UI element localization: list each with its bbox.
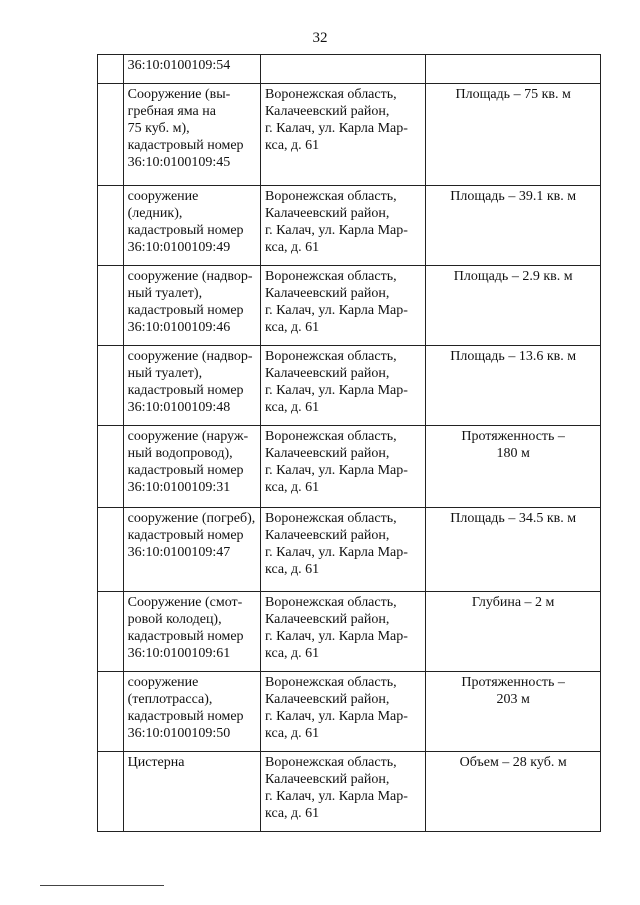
- value-cell: Протяженность – 180 м: [426, 426, 601, 508]
- value-cell: Протяженность – 203 м: [426, 672, 601, 752]
- table-row: [98, 55, 601, 84]
- object-name-cell: Цистерна: [123, 752, 260, 832]
- object-name-cell: 36:10:0100109:54: [123, 55, 260, 84]
- address-cell: Воронежская область, Калачеевский район, г. Калач, ул. Карла Мар- кса, д. 61: [261, 84, 426, 186]
- value-cell: Площадь – 34.5 кв. м: [426, 508, 601, 592]
- index-cell: [98, 55, 124, 84]
- address-cell: Воронежская область, Калачеевский район, г. Калач, ул. Карла Мар- кса, д. 61: [261, 508, 426, 592]
- object-name-cell: Сооружение (смот- ровой колодец), кадастровый номер 36:10:0100109:61: [123, 592, 260, 672]
- address-cell: Воронежская область, Калачеевский район, г. Калач, ул. Карла Мар- кса, д. 61: [261, 186, 426, 266]
- index-cell: [98, 266, 124, 346]
- value-cell: Площадь – 13.6 кв. м: [426, 346, 601, 426]
- index-cell: [98, 346, 124, 426]
- object-name-cell: сооружение (теплотрасса), кадастровый номер 36:10:0100109:50: [123, 672, 260, 752]
- table-row: [98, 84, 601, 186]
- index-cell: [98, 84, 124, 186]
- index-cell: [98, 426, 124, 508]
- object-name-cell: сооружение (надвор- ный туалет), кадастровый номер 36:10:0100109:46: [123, 266, 260, 346]
- table-row: [98, 508, 601, 592]
- value-cell: Площадь – 39.1 кв. м: [426, 186, 601, 266]
- property-table: [97, 54, 601, 832]
- object-name-cell: сооружение (наруж- ный водопровод), кадастровый номер 36:10:0100109:31: [123, 426, 260, 508]
- page-number: 32: [312, 30, 328, 46]
- table-row: [98, 752, 601, 832]
- value-cell: Площадь – 2.9 кв. м: [426, 266, 601, 346]
- address-cell: Воронежская область, Калачеевский район, г. Калач, ул. Карла Мар- кса, д. 61: [261, 672, 426, 752]
- index-cell: [98, 508, 124, 592]
- object-name-cell: Сооружение (вы- гребная яма на 75 куб. м), кадастровый номер 36:10:0100109:45: [123, 84, 260, 186]
- value-cell: [426, 55, 601, 84]
- table-row: [98, 592, 601, 672]
- table-row: [98, 186, 601, 266]
- object-name-cell: сооружение (погреб), кадастровый номер 36:10:0100109:47: [123, 508, 260, 592]
- address-cell: [261, 55, 426, 84]
- address-cell: Воронежская область, Калачеевский район, г. Калач, ул. Карла Мар- кса, д. 61: [261, 426, 426, 508]
- object-name-cell: сооружение (надвор- ный туалет), кадастровый номер 36:10:0100109:48: [123, 346, 260, 426]
- index-cell: [98, 672, 124, 752]
- value-cell: Глубина – 2 м: [426, 592, 601, 672]
- address-cell: Воронежская область, Калачеевский район, г. Калач, ул. Карла Мар- кса, д. 61: [261, 752, 426, 832]
- table-row: [98, 426, 601, 508]
- table-row: [98, 346, 601, 426]
- object-name-cell: сооружение (ледник), кадастровый номер 36:10:0100109:49: [123, 186, 260, 266]
- index-cell: [98, 186, 124, 266]
- address-cell: Воронежская область, Калачеевский район, г. Калач, ул. Карла Мар- кса, д. 61: [261, 266, 426, 346]
- address-cell: Воронежская область, Калачеевский район, г. Калач, ул. Карла Мар- кса, д. 61: [261, 346, 426, 426]
- index-cell: [98, 592, 124, 672]
- value-cell: Площадь – 75 кв. м: [426, 84, 601, 186]
- address-cell: Воронежская область, Калачеевский район, г. Калач, ул. Карла Мар- кса, д. 61: [261, 592, 426, 672]
- table-row: [98, 672, 601, 752]
- index-cell: [98, 752, 124, 832]
- footnote-divider: [40, 885, 164, 886]
- value-cell: Объем – 28 куб. м: [426, 752, 601, 832]
- table-row: [98, 266, 601, 346]
